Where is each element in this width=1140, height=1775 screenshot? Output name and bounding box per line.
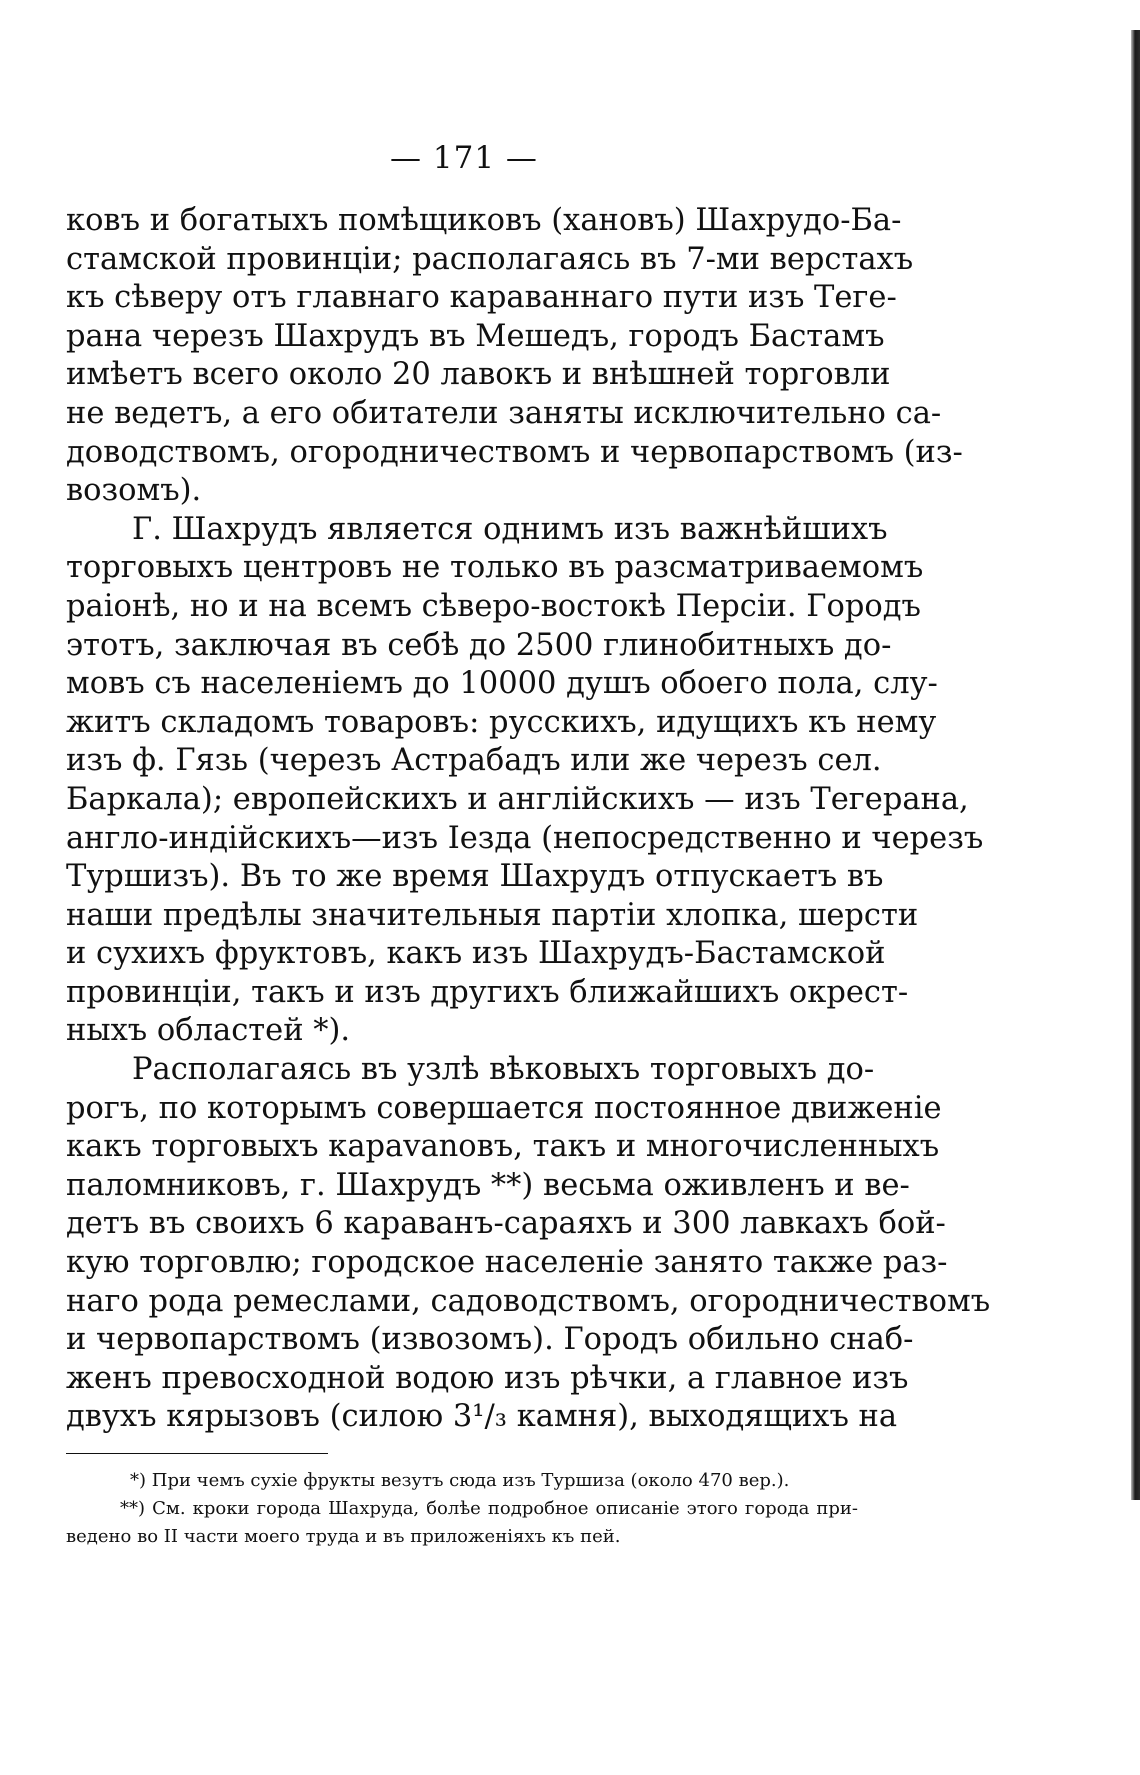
text-line: стамской провинціи; располагаясь въ 7-ми верстахъ <box>66 241 914 277</box>
text-line: имѣетъ всего около 20 лавокъ и внѣшней торговли <box>66 357 891 393</box>
footnotes <box>66 1467 858 1551</box>
text-line: Г. Шахрудъ является однимъ изъ важнѣйшихъ <box>132 511 888 547</box>
text-line: къ сѣверу отъ главнаго караваннаго пути изъ Теге- <box>66 280 897 316</box>
text-line: ковъ и богатыхъ помѣщиковъ (хановъ) Шахрудо-Ба- <box>66 203 902 238</box>
text-line: кую торговлю; городское населеніе занято также раз- <box>66 1245 948 1281</box>
text-line: и сухихъ фруктовъ, какъ изъ Шахрудъ-Бастамской <box>66 936 886 972</box>
text-line: англо-индійскихъ—изъ Іезда (непосредственно и черезъ <box>66 820 984 856</box>
text-line: житъ складомъ товаровъ: русскихъ, идущихъ къ нему <box>66 704 937 740</box>
footnote-line: ведено во II части моего труда и въ приложеніяхъ къ пей. <box>66 1526 621 1547</box>
text-line: Располагаясь въ узлѣ вѣковыхъ торговыхъ до- <box>132 1052 875 1088</box>
text-line: раіонѣ, но и на всемъ сѣверо-востокѣ Персіи. Городъ <box>66 588 921 624</box>
text-line: рана черезъ Шахрудъ въ Мешедъ, городъ Бастамъ <box>66 318 885 354</box>
scan-edge <box>1131 30 1140 1500</box>
text-line: паломниковъ, г. Шахрудъ **) весьма оживленъ и ве- <box>66 1167 910 1203</box>
text-line: наши предѣлы значительныя партіи хлопка, шерсти <box>66 897 919 933</box>
body-text <box>66 202 991 1437</box>
text-line: рогъ, по которымъ совершается постоянное движеніе <box>66 1090 942 1126</box>
text-line: провинціи, такъ и изъ другихъ ближайшихъ окрест- <box>66 974 909 1010</box>
text-line: мовъ съ населеніемъ до 10000 душъ обоего пола, слу- <box>66 666 938 702</box>
text-line: торговыхъ центровъ не только въ разсматриваемомъ <box>66 550 924 586</box>
text-line: Туршизъ). Въ то же время Шахрудъ отпускаетъ въ <box>66 859 884 895</box>
text-line: ныхъ областей *). <box>66 1013 351 1049</box>
text-line: изъ ф. Гязь (черезъ Астрабадъ или же черезъ сел. <box>66 743 882 779</box>
text-line: двухъ кярызовъ (силою 3¹/₃ камня), выходящихъ на <box>66 1399 898 1435</box>
text-line: детъ въ своихъ 6 караванъ-сараяхъ и 300 лавкахъ бой- <box>66 1206 946 1242</box>
footnote-rule <box>66 1453 328 1454</box>
text-line: возомъ). <box>66 473 202 509</box>
text-line: не ведетъ, а его обитатели заняты исключительно са- <box>66 395 942 431</box>
text-line: наго рода ремеслами, садоводствомъ, огородничествомъ <box>66 1283 991 1319</box>
page-number: — 171 — <box>390 140 538 176</box>
text-line: Баркала); европейскихъ и англійскихъ — изъ Тегерана, <box>66 781 969 817</box>
text-line: и червопарствомъ (извозомъ). Городъ обильно снаб- <box>66 1322 914 1358</box>
footnote-line: **) См. кроки города Шахруда, болѣе подробное описаніе этого города при- <box>120 1498 858 1519</box>
text-line: доводствомъ, огородничествомъ и червопарствомъ (из- <box>66 434 963 470</box>
footnote-line: *) При чемъ сухіе фрукты везутъ сюда изъ Туршиза (около 470 вер.). <box>130 1470 790 1491</box>
text-line: какъ торговыхъ карavanовъ, такъ и многочисленныхъ <box>66 1129 940 1165</box>
text-line: этотъ, заключая въ себѣ до 2500 глинобитныхъ до- <box>66 627 892 663</box>
text-line: женъ превосходной водою изъ рѣчки, а главное изъ <box>66 1360 909 1396</box>
